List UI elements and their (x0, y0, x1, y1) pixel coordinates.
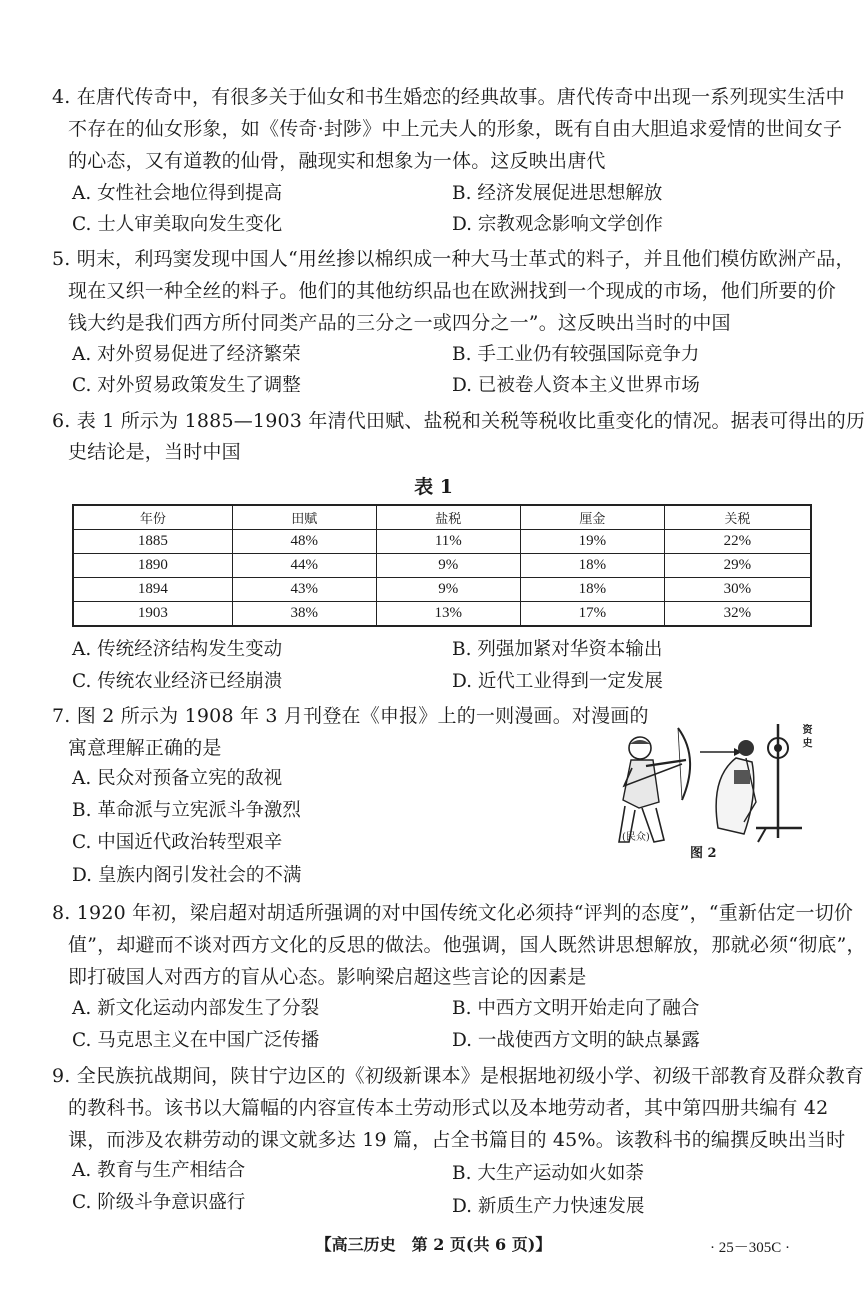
table-cell: 13% (376, 602, 520, 627)
table-row (73, 602, 811, 627)
q4-stem-line-3: 的心态，又有道教的仙骨，融现实和想象为一体。这反映出唐代 (68, 150, 606, 172)
q4-option-d: D. 宗教观念影响文学创作 (452, 214, 663, 235)
q7-stem-line-1: 7. 图 2 所示为 1908 年 3 月刊登在《申报》上的一则漫画。对漫画的 (52, 705, 649, 727)
q5-option-c: C. 对外贸易政策发生了调整 (72, 375, 301, 396)
table-header-land-tax: 田赋 (232, 505, 376, 530)
q8-option-a: A. 新文化运动内部发生了分裂 (72, 998, 320, 1019)
q9-option-c: C. 阶级斗争意识盛行 (72, 1192, 246, 1213)
table-header-salt-tax: 盐税 (376, 505, 520, 530)
table-header-customs: 关税 (664, 505, 811, 530)
table-cell: 43% (232, 578, 376, 602)
cartoon-target-label: 资 史 (800, 724, 811, 748)
q6-stem-line-2: 史结论是，当时中国 (68, 441, 241, 463)
q5-option-a: A. 对外贸易促进了经济繁荣 (72, 344, 301, 365)
q4-stem-line-2: 不存在的仙女形象，如《传奇·封陟》中上元夫人的形象，既有自由大胆追求爱情的世间女子 (68, 118, 843, 140)
q6-stem-line-1: 6. 表 1 所示为 1885—1903 年清代田赋、盐税和关税等税收比重变化的情况。据表可得出的历 (52, 410, 866, 432)
q5-stem-line-1: 5. 明末，利玛窦发现中国人“用丝掺以棉织成一种大马士革式的料子，并且他们模仿欧洲产品， (52, 248, 855, 270)
table-cell: 48% (232, 530, 376, 554)
figure-caption: 图 2 (690, 846, 717, 861)
q4-option-c: C. 士人审美取向发生变化 (72, 214, 283, 235)
q9-stem-line-3: 课，而涉及农耕劳动的课文就多达 19 篇，占全书篇目的 45%。该教科书的编撰反映出当时 (68, 1129, 846, 1151)
q6-option-b: B. 列强加紧对华资本输出 (452, 639, 663, 660)
table-cell: 18% (520, 554, 664, 578)
tax-table (72, 504, 812, 627)
exam-code: · 25－305C · (710, 1240, 790, 1256)
table-row (73, 530, 811, 554)
q5-option-b: B. 手工业仍有较强国际竞争力 (452, 344, 700, 365)
q4-option-b: B. 经济发展促进思想解放 (452, 183, 663, 204)
table-cell: 29% (664, 554, 811, 578)
table-cell: 1890 (73, 554, 232, 578)
table-cell: 30% (664, 578, 811, 602)
q7-stem-line-2: 寓意理解正确的是 (68, 737, 222, 759)
q7-option-c: C. 中国近代政治转型艰辛 (72, 832, 283, 853)
table-cell: 17% (520, 602, 664, 627)
q8-option-b: B. 中西方文明开始走向了融合 (452, 998, 700, 1019)
q9-stem-line-2: 的教科书。该书以大篇幅的内容宣传本土劳动形式以及本地劳动者，其中第四册共编有 42 (68, 1097, 829, 1119)
q7-option-b: B. 革命派与立宪派斗争激烈 (72, 800, 301, 821)
q4-option-a: A. 女性社会地位得到提高 (72, 183, 283, 204)
q9-option-d: D. 新质生产力快速发展 (452, 1196, 645, 1217)
q9-stem-line-1: 9. 全民族抗战期间，陕甘宁边区的《初级新课本》是根据地初级小学、初级干部教育及群众教育 (52, 1065, 864, 1087)
table-cell: 22% (664, 530, 811, 554)
table-header-lijin: 厘金 (520, 505, 664, 530)
q4-stem-line-1: 4. 在唐代传奇中，有很多关于仙女和书生婚恋的经典故事。唐代传奇中出现一系列现实生活中 (52, 86, 845, 108)
q7-option-a: A. 民众对预备立宪的敌视 (72, 768, 283, 789)
table-header-year: 年份 (73, 505, 232, 530)
q5-stem-line-2: 现在又织一种全丝的料子。他们的其他纺织品也在欧洲找到一个现成的市场，他们所要的价 (68, 280, 837, 302)
q7-option-d: D. 皇族内阁引发社会的不满 (72, 865, 302, 886)
table-header-row (73, 505, 811, 530)
q9-option-b: B. 大生产运动如火如荼 (452, 1163, 644, 1184)
table-cell: 1903 (73, 602, 232, 627)
q5-option-d: D. 已被卷人资本主义世界市场 (452, 375, 700, 396)
table-row (73, 554, 811, 578)
q8-option-d: D. 一战使西方文明的缺点暴露 (452, 1030, 700, 1051)
page-footer: 【高三历史 第 2 页(共 6 页)】 (315, 1235, 552, 1254)
table-row (73, 578, 811, 602)
q8-stem-line-3: 即打破国人对西方的盲从心态。影响梁启超这些言论的因素是 (68, 966, 587, 988)
table-cell: 1894 (73, 578, 232, 602)
table-cell: 9% (376, 554, 520, 578)
q6-option-c: C. 传统农业经济已经崩溃 (72, 671, 283, 692)
q8-stem-line-2: 值”，却避而不谈对西方文化的反思的做法。他强调，国人既然讲思想解放，那就必须“彻底”， (68, 934, 866, 956)
cartoon-people-label: (民众) (622, 832, 650, 843)
q8-option-c: C. 马克思主义在中国广泛传播 (72, 1030, 320, 1051)
table-cell: 38% (232, 602, 376, 627)
q6-option-a: A. 传统经济结构发生变动 (72, 639, 283, 660)
table-cell: 19% (520, 530, 664, 554)
table-cell: 18% (520, 578, 664, 602)
table-cell: 11% (376, 530, 520, 554)
q5-stem-line-3: 钱大约是我们西方所付同类产品的三分之一或四分之一”。这反映出当时的中国 (68, 312, 731, 334)
table-cell: 32% (664, 602, 811, 627)
q9-option-a: A. 教育与生产相结合 (72, 1160, 246, 1181)
table-caption: 表 1 (414, 476, 453, 498)
table-cell: 9% (376, 578, 520, 602)
table-cell: 1885 (73, 530, 232, 554)
q6-option-d: D. 近代工业得到一定发展 (452, 671, 663, 692)
table-cell: 44% (232, 554, 376, 578)
q8-stem-line-1: 8. 1920 年初，梁启超对胡适所强调的对中国传统文化必须持“评判的态度”，“重新估定一切价 (52, 902, 854, 924)
